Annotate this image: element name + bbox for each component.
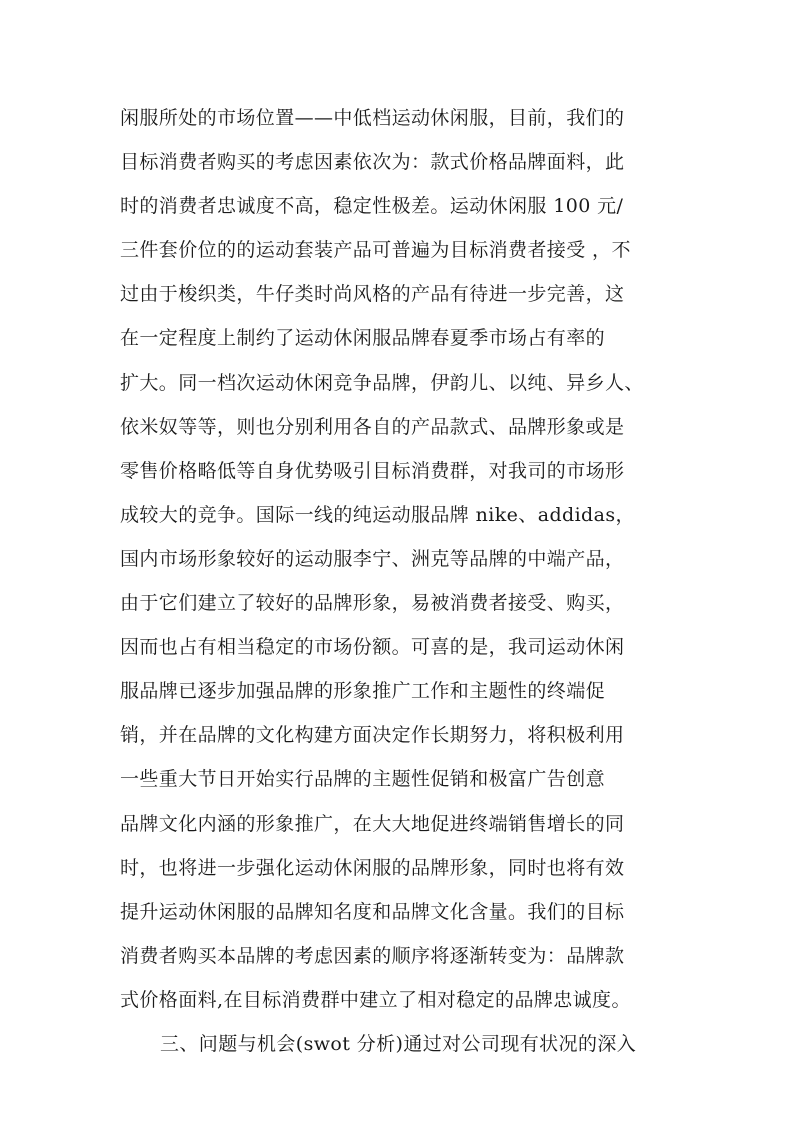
text-line: 因而也占有相当稳定的市场份额。可喜的是，我司运动休闲 (120, 636, 625, 659)
text-line: 一些重大节日开始实行品牌的主题性促销和极富广告创意 (120, 768, 606, 791)
body-text (120, 96, 680, 1066)
text-line: 闲服所处的市场位置——中低档运动休闲服，目前，我们的 (120, 107, 625, 129)
text-line: 服品牌已逐步加强品牌的形象推广工作和主题性的终端促 (120, 680, 606, 703)
text-line: 销，并在品牌的文化构建方面决定作长期努力，将积极利用 (120, 724, 625, 747)
text-line: 国内市场形象较好的运动服李宁、洲克等品牌的中端产品， (120, 547, 625, 570)
text-line: 依米奴等等，则也分别利用各自的产品款式、品牌形象或是 (120, 415, 625, 438)
text-line: 时，也将进一步强化运动休闲服的品牌形象，同时也将有效 (120, 856, 625, 879)
text-line: 品牌文化内涵的形象推广，在大大地促进终端销售增长的同 (120, 812, 625, 835)
text-line: 消费者购买本品牌的考虑因素的顺序将逐渐转变为：品牌款 (120, 944, 625, 967)
text-line: 在一定程度上制约了运动休闲服品牌春夏季市场占有率的 (120, 327, 606, 350)
section-heading-line: 三、问题与机会(swot 分析)通过对公司现有状况的深入 (160, 1032, 637, 1055)
text-line: 由于它们建立了较好的品牌形象，易被消费者接受、购买， (120, 592, 625, 615)
text-line: 提升运动休闲服的品牌知名度和品牌文化含量。我们的目标 (120, 900, 625, 923)
text-line: 零售价格略低等自身优势吸引目标消费群，对我司的市场形 (120, 459, 625, 482)
text-line: 式价格面料,在目标消费群中建立了相对稳定的品牌忠诚度。 (120, 988, 631, 1011)
text-line: 目标消费者购买的考虑因素依次为：款式价格品牌面料，此 (120, 151, 625, 174)
text-line: 过由于梭织类，牛仔类时尚风格的产品有待进一步完善，这 (120, 283, 625, 306)
text-line: 时的消费者忠诚度不高，稳定性极差。运动休闲服 100 元/ (120, 195, 624, 218)
text-line: 三件套价位的的运动套装产品可普遍为目标消费者接受 ，不 (120, 239, 631, 262)
text-line: 扩大。同一档次运动休闲竞争品牌，伊韵儿、以纯、异乡人、 (120, 371, 644, 394)
text-line: 成较大的竞争。国际一线的纯运动服品牌 nike、addidas， (120, 503, 635, 526)
